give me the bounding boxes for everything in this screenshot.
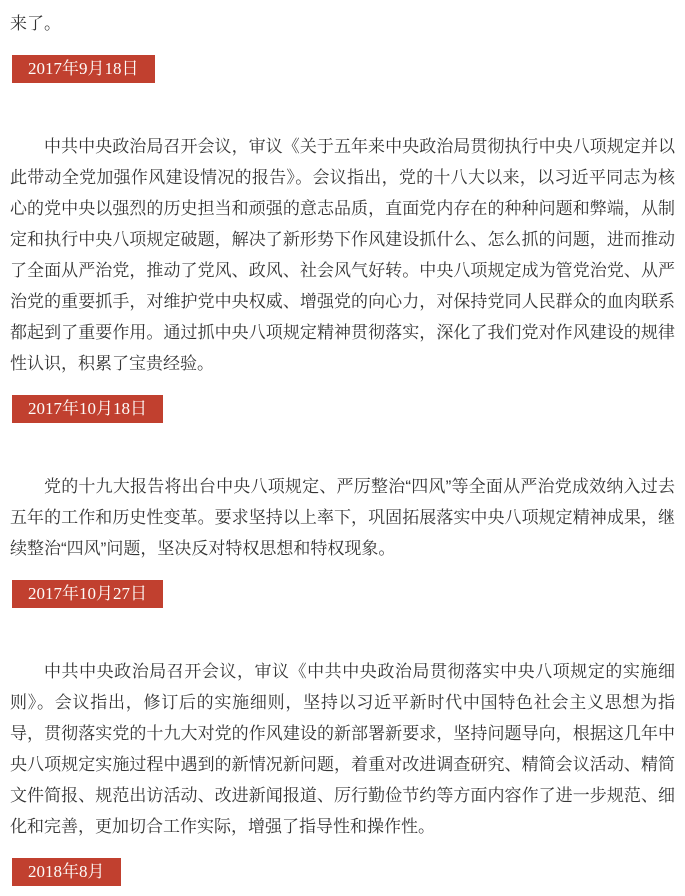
timeline-entry (10, 55, 675, 379)
entry-paragraph: 中共中央政治局召开会议，审议《中共中央政治局贯彻落实中央八项规定的实施细则》。会议指出，修订后的实施细则，坚持以习近平新时代中国特色社会主义思想为指导，贯彻落实党的十九大对党的作风建设的新部署新要求，坚持问题导向，根据这几年中央八项规定实施过程中遇到的新情况新问题，着重对改进调查研究、精简会议活动、精简文件简报、规范出访活动、改进新闻报道、厉行勤俭节约等方面内容作了进一步规范、细化和完善，更加切合工作实际，增强了指导性和操作性。 (10, 662, 675, 836)
entry-paragraph: 党的十九大报告将出台中央八项规定、严厉整治“四风”等全面从严治党成效纳入过去五年的工作和历史性变革。要求坚持以上率下，巩固拓展落实中央八项规定精神成果，继续整治“四风”问题，坚决反对特权思想和特权现象。 (10, 477, 675, 558)
date-badge: 2018年8月 (12, 858, 121, 886)
intro-paragraph-fragment: 来了。 (10, 14, 61, 33)
timeline-entry (10, 395, 675, 564)
timeline-entry (10, 858, 675, 886)
date-row (10, 395, 675, 423)
date-badge: 2017年10月27日 (12, 580, 163, 608)
entry-paragraph: 中共中央政治局召开会议，审议《关于五年来中央政治局贯彻执行中央八项规定并以此带动全党加强作风建设情况的报告》。会议指出，党的十八大以来，以习近平同志为核心的党中央以强烈的历史担当和顽强的意志品质，直面党内存在的种种问题和弊端，从制定和执行中央八项规定破题，解决了新形势下作风建设抓什么、怎么抓的问题，进而推动了全面从严治党，推动了党风、政风、社会风气好转。中央八项规定成为管党治党、从严治党的重要抓手，对维护党中央权威、增强党的向心力，对保持党同人民群众的血肉联系都起到了重要作用。通过抓中央八项规定精神贯彻落实，深化了我们党对作风建设的规律性认识，积累了宝贵经验。 (10, 137, 675, 373)
date-badge: 2017年10月18日 (12, 395, 163, 423)
date-row (10, 858, 675, 886)
date-badge: 2017年9月18日 (12, 55, 155, 83)
timeline-entry (10, 580, 675, 842)
date-row (10, 580, 675, 608)
article-page (10, 8, 675, 886)
date-row (10, 55, 675, 83)
